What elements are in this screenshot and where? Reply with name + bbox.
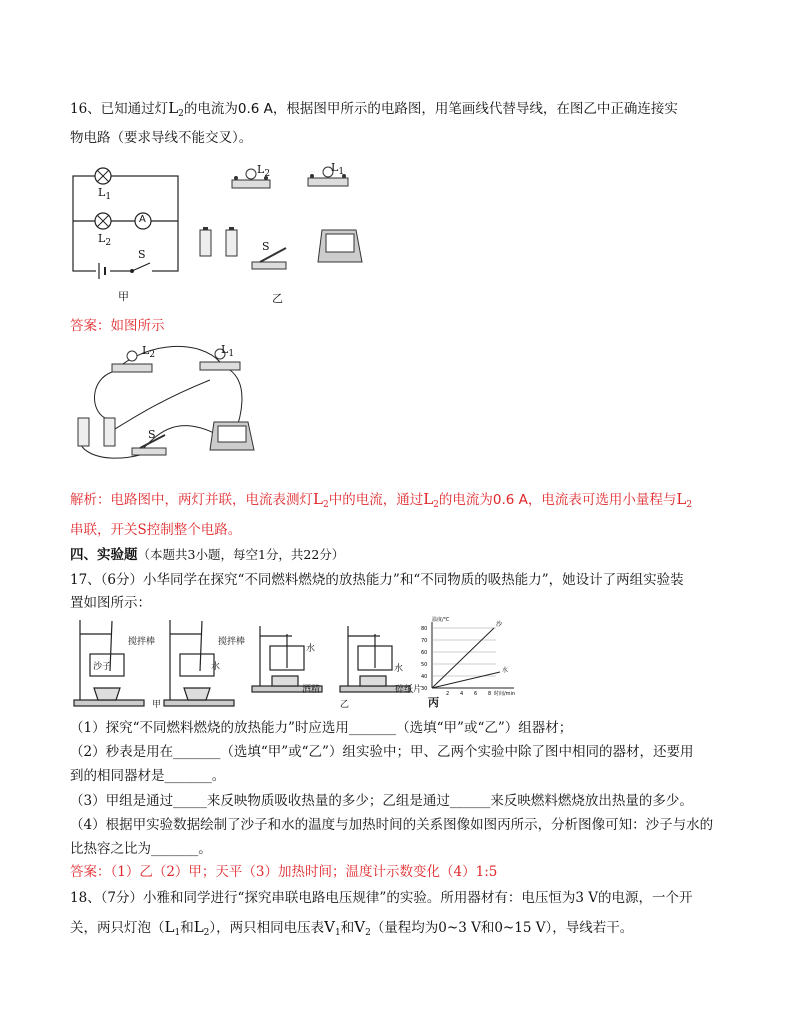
q16-line1: 16、已知通过灯$L_2$的电流为0.6 A，根据图甲所示的电路图，用笔画线代替导线，在图乙中正确连接实 xyxy=(70,99,678,119)
label-stir2: 搅拌棒 xyxy=(218,637,246,647)
caption-jia: 甲 xyxy=(118,290,129,303)
label-sand: 沙子 xyxy=(93,662,112,672)
battery-component xyxy=(200,227,237,256)
q18-line1: 18、（7分）小雅和同学进行“探究串联电路电压规律”的实验。所用器材有：电压恒为3 V的电源，一个开 xyxy=(70,890,693,906)
ytick: 80 xyxy=(421,626,428,632)
ans-label-l2: $L_2$ xyxy=(142,344,156,360)
q17-line2: 置如图所示： xyxy=(70,595,151,611)
ammeter-component xyxy=(318,230,362,262)
q17-p1: （1）探究“不同燃料燃烧的放热能力”时应选用_______（选填“甲”或“乙”）组器材； xyxy=(70,720,573,736)
ytick: 30 xyxy=(421,686,428,692)
yi-label-l1: $L_1$ xyxy=(331,161,345,177)
ans-label-l1: $L_1$ xyxy=(221,343,235,359)
q17-line1: 17、（6分）小华同学在探究“不同燃料燃烧的放热能力”和“不同物质的吸热能力”，她设计了两组实验装 xyxy=(70,572,684,588)
label-a: A xyxy=(139,214,146,225)
series-label-sand: 沙 xyxy=(496,621,503,628)
series-sand-line xyxy=(432,628,494,688)
series-label-water: 水 xyxy=(502,667,509,674)
answer-wiring-figure xyxy=(70,340,280,468)
circuit-diagram-jia xyxy=(68,158,188,283)
ytick: 60 xyxy=(421,650,428,656)
series-water-line xyxy=(432,672,500,688)
xtick: 2 xyxy=(446,691,450,697)
ans-label-s: S xyxy=(148,428,156,441)
caption-fig-yi: 乙 xyxy=(340,700,350,710)
q17-p2a: （2）秒表是用在_______（选填“甲”或“乙”）组实验中；甲、乙两个实验中除了图中相同的器材，还要用 xyxy=(70,744,694,760)
q16-analysis-line2: 串联，开关S控制整个电路。 xyxy=(70,522,242,538)
yi-label-s: S xyxy=(262,240,270,253)
graph-ylabel: 温度/℃ xyxy=(432,617,450,623)
label-s: S xyxy=(138,248,146,261)
section-heading: 四、实验题（本题共3小题，每空1分，共22分） xyxy=(70,547,345,563)
q17-p4a: （4）根据甲实验数据绘制了沙子和水的温度与加热时间的关系图像如图丙所示，分析图像可知：沙子与水的 xyxy=(70,817,714,833)
apparatus-figure xyxy=(72,616,422,710)
label-alcohol: 酒精 xyxy=(302,685,321,695)
caption-fig-bing: 丙 xyxy=(428,696,439,709)
ytick: 50 xyxy=(421,662,428,668)
q17-p2b: 到的相同器材是_______。 xyxy=(70,768,226,784)
q17-p4b: 比热容之比为_______。 xyxy=(70,841,212,857)
q17-p3: （3）甲组是通过_____来反映物质吸收热量的多少；乙组是通过______来反映燃料燃烧放出热量的多少。 xyxy=(70,793,693,809)
q17-answer: 答案：（1）乙（2）甲；天平（3）加热时间；温度计示数变化（4）1:5 xyxy=(70,864,498,880)
xtick: 6 xyxy=(474,691,478,697)
label-stir1: 搅拌棒 xyxy=(128,637,156,647)
label-water3: 水 xyxy=(394,664,404,674)
caption-yi: 乙 xyxy=(272,292,283,305)
q18-line2: 关，两只灯泡（$L_1$和$L_2$），两只相同电压表$V_1$和$V_2$（量程均为0~3 V和0~15 V），导线若干。 xyxy=(70,918,634,938)
graph-xlabel: 时间/min xyxy=(494,691,516,697)
q16-analysis-line1: 解析：电路图中，两灯并联，电流表测灯$L_2$中的电流，通过$L_2$的电流为0.6 A，电流表可选用小量程与$L_2$ xyxy=(70,490,693,510)
q16-line2: 物电路（要求导线不能交叉）。 xyxy=(70,130,253,146)
xtick: 8 xyxy=(488,691,492,697)
label-paper: 碎纸片 xyxy=(395,685,423,695)
caption-fig-jia: 甲 xyxy=(152,700,162,710)
ytick: 40 xyxy=(421,674,428,680)
label-l1: $L_1$ xyxy=(98,186,112,202)
label-water1: 水 xyxy=(211,662,221,672)
ytick: 70 xyxy=(421,638,428,644)
yi-label-l2: $L_2$ xyxy=(257,163,271,179)
label-l2: $L_2$ xyxy=(98,232,112,248)
xtick: 4 xyxy=(460,691,464,697)
temperature-graph xyxy=(418,616,518,702)
q16-answer: 答案：如图所示 xyxy=(70,318,165,334)
label-water2: 水 xyxy=(306,644,316,654)
